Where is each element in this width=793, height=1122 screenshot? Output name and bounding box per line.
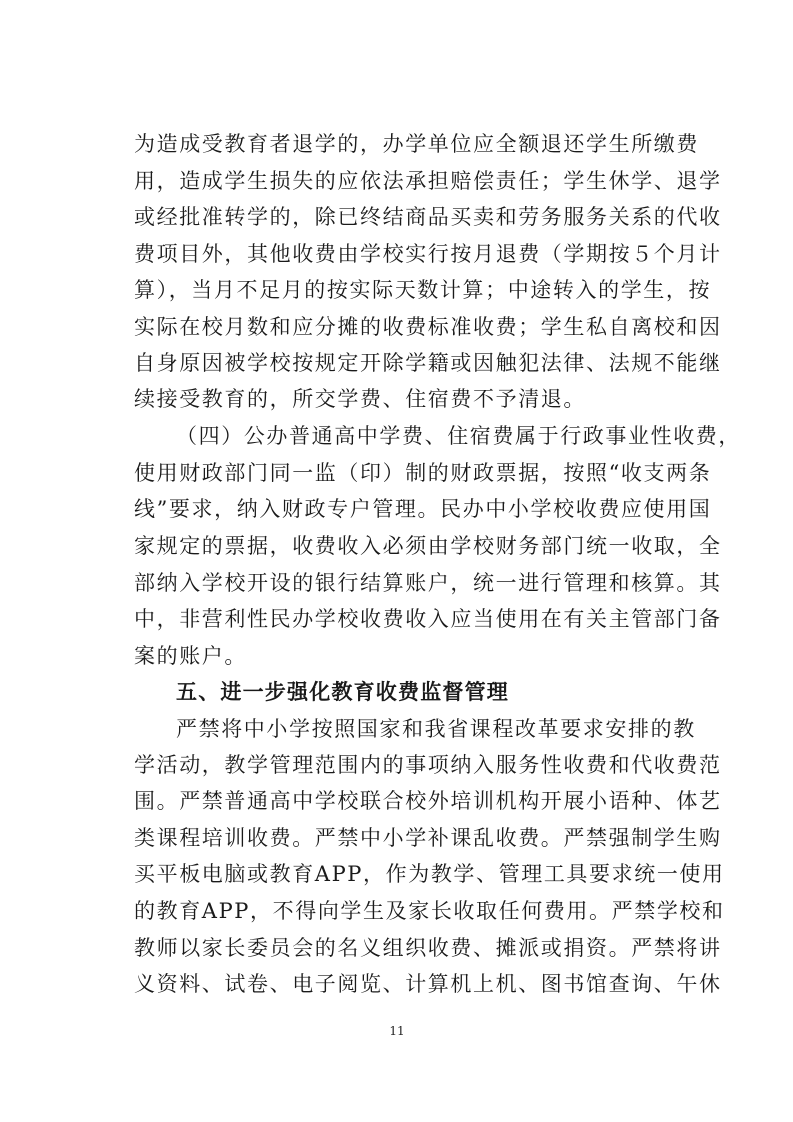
body-text-line: 用，造成学生损失的应依法承担赔偿责任；学生休学、退学 bbox=[134, 169, 722, 193]
body-text-line: 部纳入学校开设的银行结算账户，统一进行管理和核算。其 bbox=[134, 571, 722, 595]
body-text-line: 自身原因被学校按规定开除学籍或因触犯法律、法规不能继 bbox=[134, 351, 722, 375]
body-text-line: 围。严禁普通高中学校联合校外培训机构开展小语种、体艺 bbox=[134, 789, 722, 813]
body-text-line: 使用财政部门同一监（印）制的财政票据，按照“收支两条 bbox=[134, 461, 712, 485]
page-number: 11 bbox=[389, 1024, 405, 1038]
body-text-line: 教师以家长委员会的名义组织收费、摊派或捐资。严禁将讲 bbox=[134, 936, 722, 960]
body-text-line: 义资料、试卷、电子阅览、计算机上机、图书馆查询、午休 bbox=[134, 972, 722, 996]
paragraph-start-line: （四）公办普通高中学费、住宿费属于行政事业性收费， bbox=[176, 424, 741, 448]
body-text-line: 案的账户。 bbox=[134, 644, 247, 668]
body-text-line: 的教育APP，不得向学生及家长收取任何费用。严禁学校和 bbox=[134, 899, 725, 923]
body-text-line: 类课程培训收费。严禁中小学补课乱收费。严禁强制学生购 bbox=[134, 826, 722, 850]
paragraph-start-line: 严禁将中小学按照国家和我省课程改革要求安排的教 bbox=[176, 717, 696, 741]
body-text-line: 为造成受教育者退学的，办学单位应全额退还学生所缴费 bbox=[134, 132, 699, 156]
body-text-line: 家规定的票据，收费收入必须由学校财务部门统一收取，全 bbox=[134, 534, 722, 558]
body-text-line: 或经批准转学的，除已终结商品买卖和劳务服务关系的代收 bbox=[134, 205, 722, 229]
body-text-line: 费项目外，其他收费由学校实行按月退费（学期按５个月计 bbox=[134, 242, 722, 266]
body-text-line: 续接受教育的，所交学费、住宿费不予清退。 bbox=[134, 387, 586, 411]
body-text-line: 买平板电脑或教育APP，作为教学、管理工具要求统一使用 bbox=[134, 862, 725, 886]
body-text-line: 学活动，教学管理范围内的事项纳入服务性收费和代收费范 bbox=[134, 753, 722, 777]
section-heading: 五、进一步强化教育收费监督管理 bbox=[176, 680, 509, 704]
body-text-line: 中，非营利性民办学校收费收入应当使用在有关主管部门备 bbox=[134, 607, 722, 631]
body-text-line: 算），当月不足月的按实际天数计算；中途转入的学生，按 bbox=[134, 278, 712, 302]
body-text-line: 线”要求，纳入财政专户管理。民办中小学校收费应使用国 bbox=[134, 497, 712, 521]
body-text-line: 实际在校月数和应分摊的收费标准收费；学生私自离校和因 bbox=[134, 315, 722, 339]
